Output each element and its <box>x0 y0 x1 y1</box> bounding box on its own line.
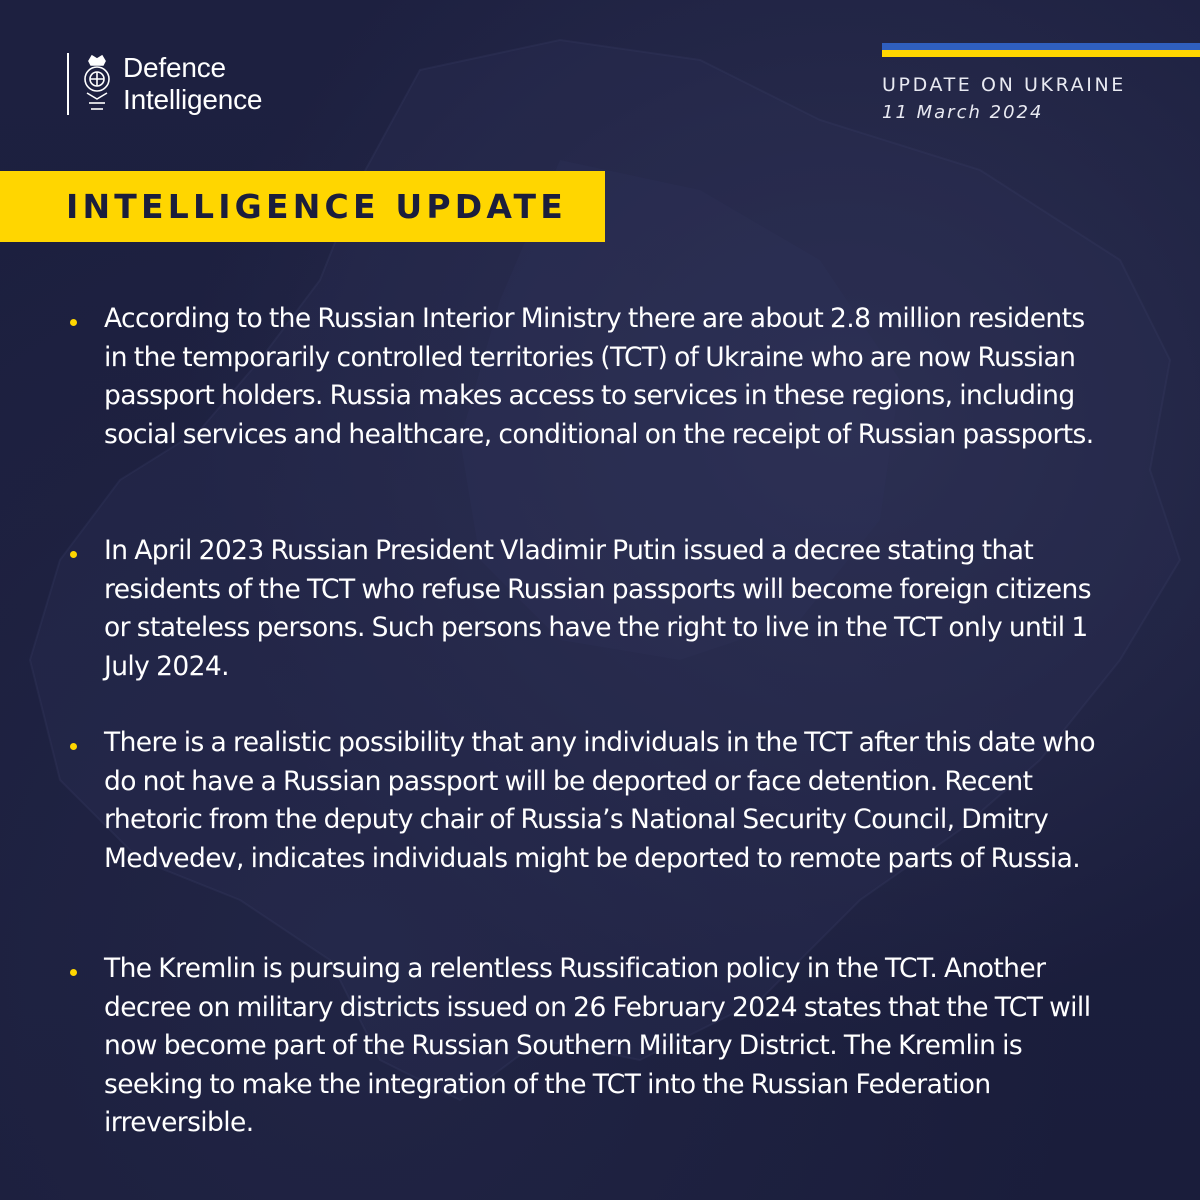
logo-text <box>123 52 262 116</box>
bullet-item <box>66 532 1104 686</box>
logo-line-defence: Defence <box>123 52 226 83</box>
defence-intelligence-crest-icon <box>79 53 115 115</box>
update-title: UPDATE ON UKRAINE <box>882 74 1126 96</box>
bullet-dot-icon <box>70 551 77 558</box>
bullet-text: The Kremlin is pursuing a relentless Russification policy in the TCT. Another decree on military districts issued on 26 February 2024 states that the TCT will now become part of the Russian Southern Military District. The Kremlin is seeking to make the integration of the TCT into the Russian Federation irreversible. <box>104 953 1091 1138</box>
bullet-text: According to the Russian Interior Ministry there are about 2.8 million residents in the temporarily controlled territories (TCT) of Ukraine who are now Russian passport holders. Russia makes access to services in these regions, including social services and healthcare, conditional on the receipt of Russian passports. <box>104 303 1094 450</box>
bullet-dot-icon <box>70 969 77 976</box>
bullet-dot-icon <box>70 319 77 326</box>
bullet-text: In April 2023 Russian President Vladimir Putin issued a decree stating that residents of the TCT who refuse Russian passports will become foreign citizens or stateless persons. Such persons have the right to live in the TCT only until 1 July 2024. <box>104 535 1091 682</box>
flag-yellow-stripe <box>882 50 1200 57</box>
update-date: 11 March 2024 <box>882 102 1044 123</box>
defence-intelligence-logo <box>67 52 262 116</box>
banner-label: INTELLIGENCE UPDATE <box>66 187 567 226</box>
flag-blue-stripe <box>882 43 1200 50</box>
intelligence-update-banner <box>0 171 605 242</box>
logo-divider <box>67 53 69 115</box>
bullet-item <box>66 950 1104 1143</box>
bullet-item <box>66 300 1104 454</box>
bullet-item <box>66 724 1104 878</box>
ukraine-flag-bar <box>882 43 1200 57</box>
bullet-text: There is a realistic possibility that any individuals in the TCT after this date who do not have a Russian passport will be deported or face detention. Recent rhetoric from the deputy chair of Russia’s National Security Council, Dmitry Medvedev, indicates individuals might be deported to remote parts of Russia. <box>104 727 1095 874</box>
bullet-dot-icon <box>70 743 77 750</box>
logo-line-intelligence: Intelligence <box>123 84 263 115</box>
